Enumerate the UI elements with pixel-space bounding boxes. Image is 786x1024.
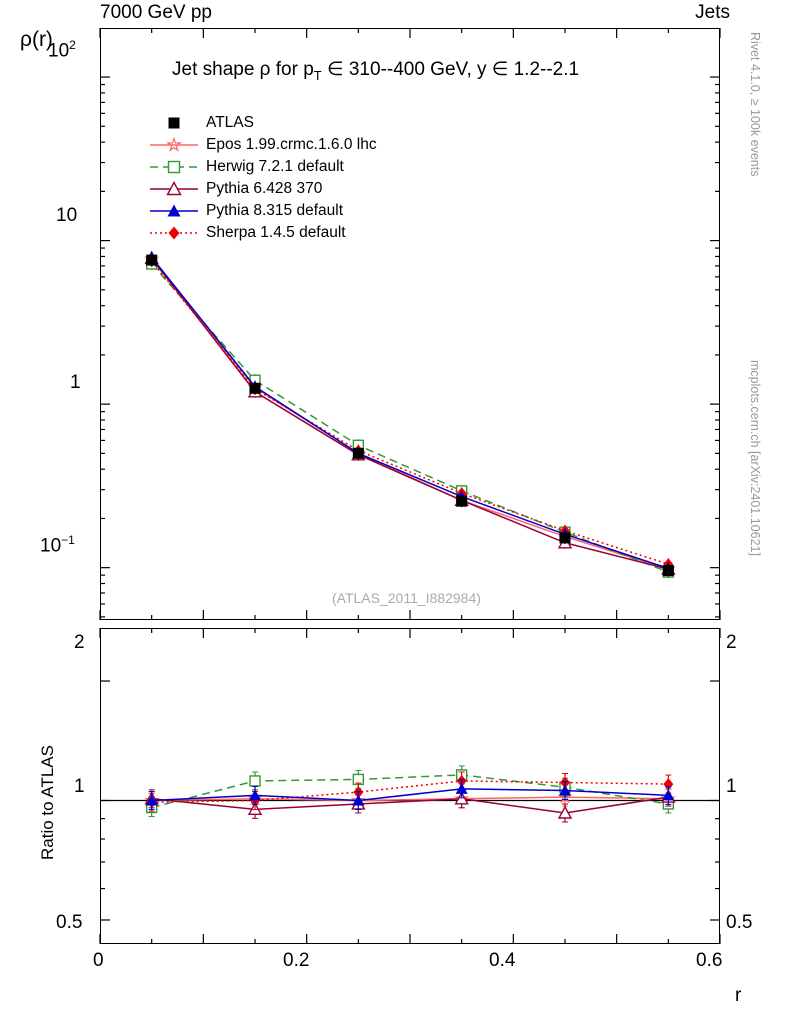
main-ytick-1: 1: [70, 372, 81, 393]
ratio-ytick-1-right: 1: [726, 776, 737, 797]
ratio-ytick-05-left: 0.5: [56, 912, 83, 933]
main-ytick-1e2: $10^2$: [48, 38, 76, 62]
ratio-y-axis-title: Ratio to ATLAS: [38, 745, 57, 860]
main-plot-title-sub: T: [313, 67, 322, 83]
analysis-id-watermark: (ATLAS_2011_I882984): [332, 590, 481, 606]
legend-label: Pythia 6.428 370: [206, 180, 323, 197]
legend-row-4: [148, 200, 377, 222]
ratio-plot-frame: [100, 628, 720, 944]
legend-label: Herwig 7.2.1 default: [206, 158, 344, 175]
ratio-ytick-1-left: 1: [74, 776, 85, 797]
legend-label: Epos 1.99.crmc.1.6.0 lhc: [206, 136, 377, 153]
legend-marker-icon: [148, 200, 200, 222]
xtick-02: 0.2: [283, 950, 310, 971]
ratio-ytick-05-right: 0.5: [726, 912, 753, 933]
rivet-version-caption: Rivet 4.1.0, ≥ 100k events: [748, 32, 762, 177]
legend-marker-icon: [148, 178, 200, 200]
xtick-0: 0: [93, 950, 104, 971]
main-plot-title-rest: ∈ 310--400 GeV, y ∈ 1.2--2.1: [321, 59, 580, 80]
main-plot-title: [172, 58, 579, 83]
ratio-ytick-2-left: 2: [74, 632, 85, 653]
xtick-06: 0.6: [696, 950, 723, 971]
header-analysis-label: Jets: [695, 2, 730, 23]
main-ytick-1e-1: $10^{-1}$: [40, 533, 75, 557]
legend-row-3: [148, 178, 377, 200]
legend: [148, 112, 377, 244]
legend-row-5: [148, 222, 377, 244]
legend-row-0: [148, 112, 377, 134]
legend-row-1: [148, 134, 377, 156]
legend-label: ATLAS: [206, 114, 254, 131]
legend-row-2: [148, 156, 377, 178]
xtick-04: 0.4: [489, 950, 516, 971]
main-plot-title-text: Jet shape ρ for p: [172, 59, 314, 80]
legend-marker-icon: [148, 112, 200, 134]
legend-marker-icon: [148, 156, 200, 178]
legend-marker-icon: [148, 222, 200, 244]
legend-marker-icon: [148, 134, 200, 156]
main-y-axis-title: ρ(r): [20, 28, 53, 51]
x-axis-title: r: [735, 985, 742, 1006]
ratio-ytick-2-right: 2: [726, 632, 737, 653]
main-ytick-10: 10: [56, 205, 78, 226]
legend-label: Sherpa 1.4.5 default: [206, 224, 346, 241]
header-beam-label: 7000 GeV pp: [100, 2, 212, 23]
mcplots-arxiv-caption: mcplots.cern.ch [arXiv:2401.10621]: [748, 360, 762, 556]
legend-label: Pythia 8.315 default: [206, 202, 344, 219]
